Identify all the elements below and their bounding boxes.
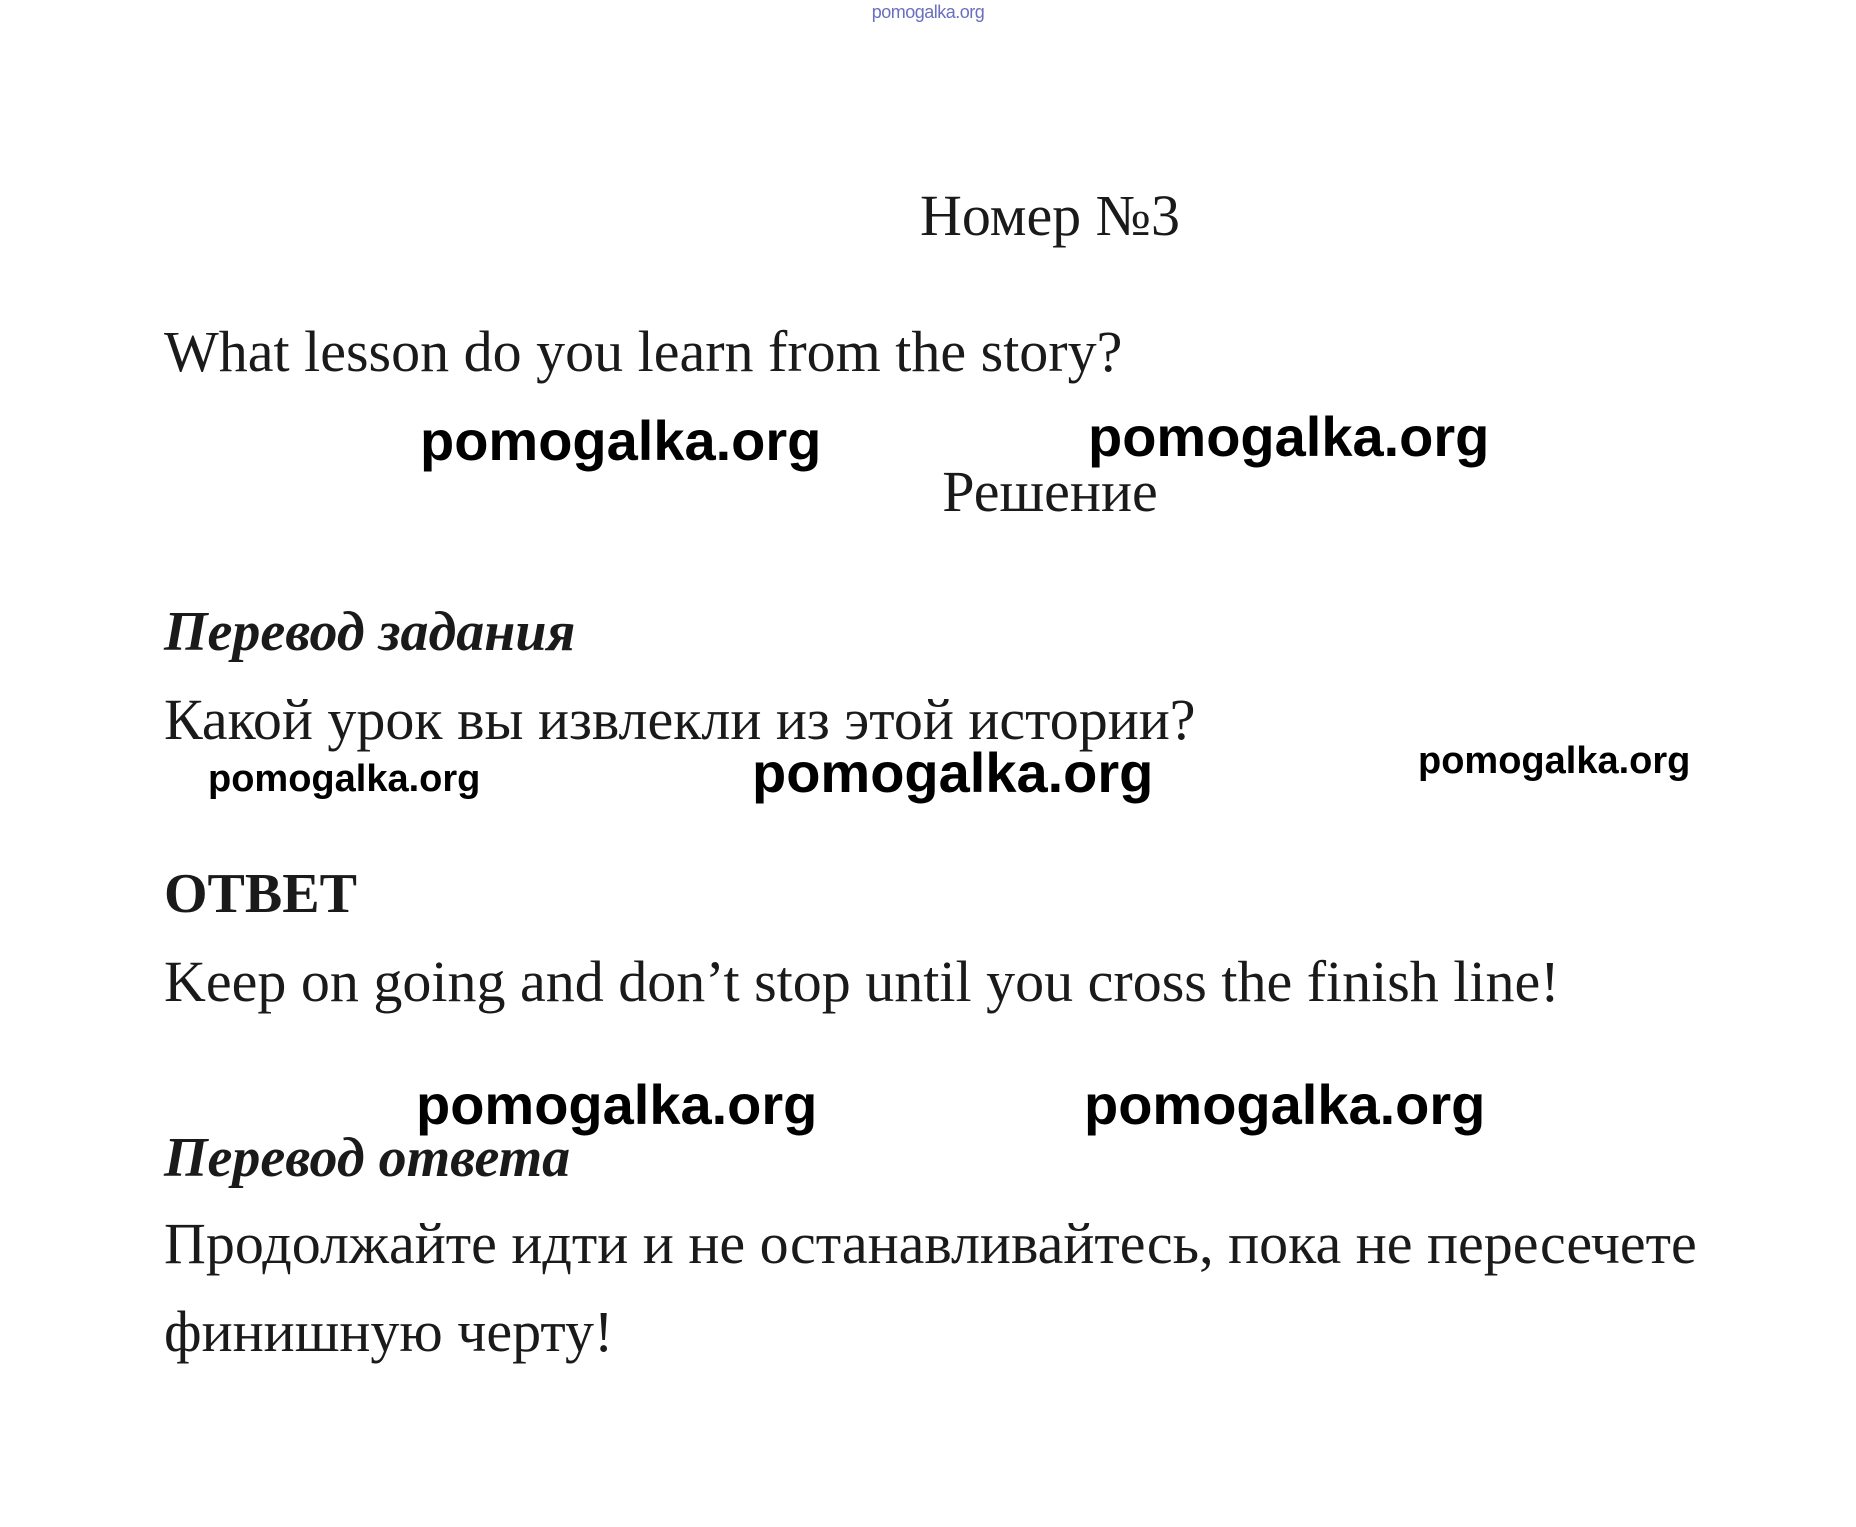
answer-text: Keep on going and don’t stop until you cross the finish line! [164,949,1560,1014]
answer-heading: ОТВЕТ [164,863,357,925]
watermark-7: pomogalka.org [1084,1073,1486,1136]
translation-answer-heading: Перевод ответа [164,1127,571,1189]
translation-task-heading: Перевод задания [164,601,576,663]
translation-task-text: Какой урок вы извлекли из этой истории? [164,687,1196,752]
site-watermark-top: pomogalka.org [871,2,985,22]
watermark-6: pomogalka.org [416,1073,818,1136]
watermark-1: pomogalka.org [420,409,822,472]
task-number-title: Номер №3 [919,183,1181,248]
question-english: What lesson do you learn from the story? [164,319,1123,384]
watermark-3: pomogalka.org [208,758,481,800]
watermark-4: pomogalka.org [752,741,1154,804]
solution-label: Решение [942,459,1158,524]
translation-answer-line-1: Продолжайте идти и не останавливайтесь, пока не пересечете [164,1211,1697,1276]
translation-answer-line-2: финишную черту! [164,1299,614,1364]
watermark-2: pomogalka.org [1088,405,1490,468]
watermark-5: pomogalka.org [1418,740,1691,782]
